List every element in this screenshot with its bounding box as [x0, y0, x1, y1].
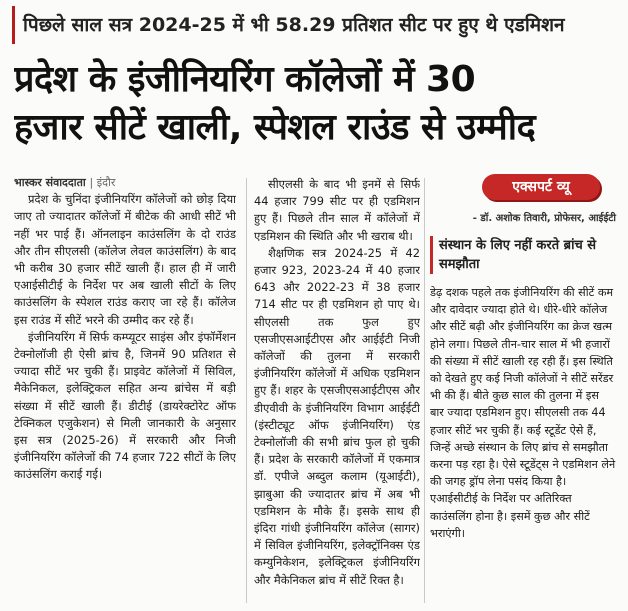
byline-city: | इंदौर: [89, 176, 116, 189]
expert-paragraph: डेढ़ दशक पहले तक इंजीनियरिंग की सीटें कम और दावेदार ज्यादा होते थे। धीरे-धीरे कॉलेज और सीटें बढ़ी और इंजीनियरिंग का क्रेज खत्म होने लगा। पिछले तीन-चार साल में भी हजारों की संख्या में सीटें खाली रह रही हैं। इस स्थिति को देखते हुए कई निजी कॉलेजों ने सीटें सरेंडर भी की हैं। बीते कुछ साल की तुलना में इस बार ज्यादा एडमिशन हुए। सीएलसी तक 44 हजार सीटें भर चुकी हैं। कई स्टूडेंट ऐसे हैं, जिन्हें अच्छे संस्थान के लिए ब्रांच से समझौता करना पड़ रहा है। ऐसे स्टूडेंट्स ने एडमिशन लेने की जगह ड्रॉप लेना पसंद किया है। एआईसीटीई के निर्देश पर अतिरिक्त काउंसलिंग होना है। इसमें कुछ और सीटें भराएंगी।: [430, 286, 616, 540]
headline-line-2: हजार सीटें खाली, स्पेशल राउंड से उम्मीद: [14, 107, 536, 148]
column-1-paragraph: प्रदेश के चुनिंदा इंजीनियरिंग कॉलेजों को छोड़ दिया जाए तो ज्यादातर कॉलेजों में बीटेक की आधी सीटें भी नहीं भर पाई हैं। ऑनलाइन काउंसलिंग के दो राउंड और तीन सीएलसी (कॉलेज लेवल काउंसलिंग) के बाद भी करीब 30 हजार सीटें खाली हैं। हाल ही में जारी एआईसीटीई के निर्देश पर अब खाली सीटों के लिए काउंसलिंग के स्पेशल राउंड कराए जा रहे हैं। कॉलेज इस राउंड में सीटें भरने की उम्मीद कर रहे हैं।: [14, 192, 236, 327]
column-1-paragraph: इंजीनियरिंग में सिर्फ कम्प्यूटर साइंस और इंफॉर्मेशन टेक्नोलॉजी ही ऐसी ब्रांच है, जिनमें 90 प्रतिशत से ज्यादा सीटें भर चुकी हैं। प्राइवेट कॉलेजों में सिविल, मैकेनिकल, इलेक्ट्रिकल सहित अन्य ब्रांचेस में बड़ी संख्या में सीटें खाली हैं। डीटीई (डायरेक्टोरेट ऑफ टेक्निकल एजुकेशन) से मिली जानकारी के अनुसार इस सत्र (2025-26) में सरकारी और निजी इंजीनियरिंग कॉलेजों की 74 हजार 722 सीटों के लिए काउंसलिंग कराई गई।: [14, 329, 236, 482]
byline: [14, 174, 236, 191]
expert-body: [430, 284, 616, 604]
expert-view-badge: एक्सपर्ट व्यू: [482, 174, 600, 200]
byline-source: भास्कर संवाददाता: [14, 176, 86, 189]
column-divider: [246, 178, 247, 603]
column-2-paragraph: शैक्षणिक सत्र 2024-25 में 42 हजार 923, 2023-24 में 40 हजार 643 और 2022-23 में 38 हजार 714 सीट पर ही एडमिशन हो पाए थे। सीएलसी तक फुल हुए एसजीएसआईटीएस और आईईटी निजी कॉलेजों की तुलना में सरकारी इंजीनियरिंग कॉलेजों में अधिक एडमिशन हुए हैं। शहर के एसजीएसआईटीएस और डीएवीवी के इंजीनियरिंग विभाग आईईटी (इंस्टीट्यूट ऑफ इंजीनियरिंग) एंड टेक्नोलॉजी की सभी ब्रांच फुल हो चुकी हैं। प्रदेश के सरकारी कॉलेजों में एकमात्र डॉ. एपीजे अब्दुल कलाम (यूआईटी), झाबुआ की ज्यादातर ब्रांच में अब भी एडमिशन के मौके हैं। इसके साथ ही इंदिरा गांधी इंजीनियरिंग कॉलेज (सागर) में सिविल इंजीनियरिंग, इलेक्ट्रॉनिक्स एंड कम्युनिकेशन, इलेक्ट्रिकल इंजीनियरिंग और मैकेनिकल ब्रांच में सीटें रिक्त है।: [254, 245, 420, 587]
expert-name: - डॉ. अशोक तिवारी, प्रोफेसर, आईईटी: [472, 213, 616, 224]
article-kicker: पिछले साल सत्र 2024-25 में भी 58.29 प्रतिशत सीट पर हुए थे एडमिशन: [12, 6, 625, 44]
expert-heading: संस्थान के लिए नहीं करते ब्रांच से समझौता: [430, 236, 616, 274]
column-divider: [424, 178, 425, 603]
expert-view-box: [430, 174, 616, 604]
article-headline: [14, 56, 618, 152]
headline-line-1: प्रदेश के इंजीनियरिंग कॉलेजों में 30: [14, 59, 476, 100]
article-column-1: [14, 174, 236, 604]
column-2-paragraph: सीएलसी के बाद भी इनमें से सिर्फ 44 हजार 799 सीट पर ही एडमिशन हुए हैं। पिछले तीन साल में कॉलेजों में एडमिशन की स्थिति और भी खराब थी।: [254, 177, 420, 243]
article-column-2: [254, 176, 420, 606]
